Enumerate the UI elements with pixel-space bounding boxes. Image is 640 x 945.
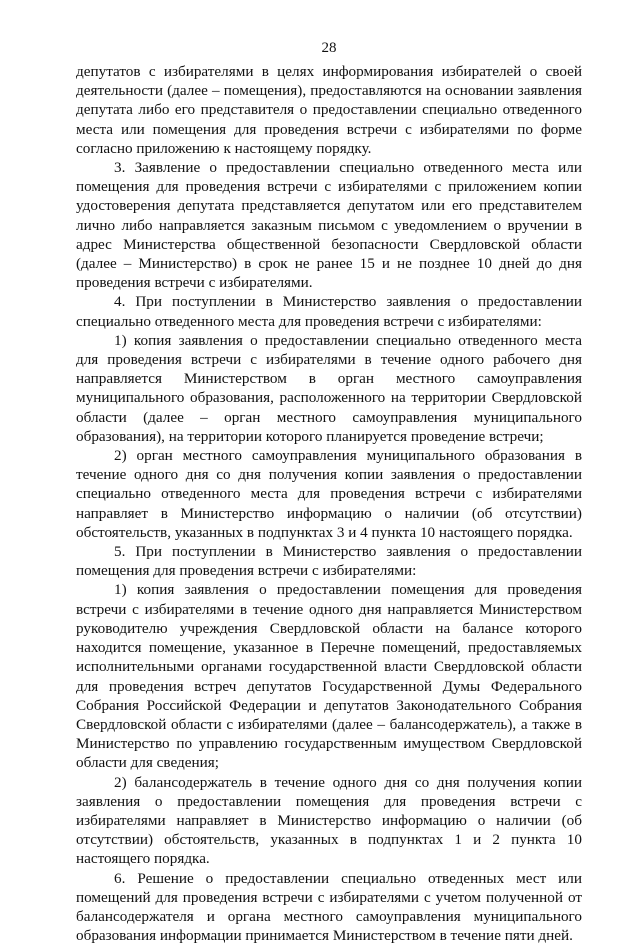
paragraph-item-5-1: 1) копия заявления о предоставлении помещения для проведения встречи с избирателями в течение одного дня направляется Министерством руководителю учреждения Свердловской области на балансе которого находится помещение, указанное в Перечне помещений, предоставляемых исполнительными органами государственной власти Свердловской области для проведения встреч депутатов Государственной Думы Федерального Собрания Российской Федерации и депутатов Законодательного Собрания Свердловской области с избирателями (далее – балансодержатель), а также в Министерство по управлению государственным имуществом Свердловской области для сведения; [76, 581, 582, 772]
paragraph-item-6: 6. Решение о предоставлении специально отведенных мест или помещений для проведения встречи с избирателями с учетом полученной от балансодержателя и органа местного самоуправления муниципального образования информации принимается Министерством в течение пяти дней. [76, 869, 582, 945]
document-body [76, 62, 582, 945]
page-number: 28 [321, 40, 337, 56]
paragraph-item-3: 3. Заявление о предоставлении специально отведенного места или помещения для проведения встречи с избирателями с приложением копии удостоверения депутата представляется депутатом или его представителем лично либо направляется заказным письмом с уведомлением о вручении в адрес Министерства общественной безопасности Свердловской области (далее – Министерство) в срок не ранее 15 и не позднее 10 дней до дня проведения встречи с избирателями. [76, 159, 582, 292]
paragraph-item-4-1: 1) копия заявления о предоставлении специально отведенного места для проведения встречи с избирателями в течение одного рабочего дня направляется Министерством в орган местного самоуправления муниципального образования, расположенного на территории Свердловской области (далее – орган местного самоуправления муниципального образования), на территории которого планируется проведение встречи; [76, 331, 582, 445]
paragraph-item-5: 5. При поступлении в Министерство заявления о предоставлении помещения для проведения встречи с избирателями: [76, 543, 582, 580]
paragraph-item-4: 4. При поступлении в Министерство заявления о предоставлении специально отведенного места для проведения встречи с избирателями: [76, 293, 582, 330]
paragraph-item-4-2: 2) орган местного самоуправления муниципального образования в течение одного дня со дня получения копии заявления о предоставлении специально отведенного места для проведения встречи с избирателями направляет в Министерство информацию о наличии (об отсутствии) обстоятельств, указанных в подпунктах 3 и 4 пункта 10 настоящего порядка. [76, 447, 582, 541]
paragraph-item-5-2: 2) балансодержатель в течение одного дня со дня получения копии заявления о предоставлении помещения для проведения встречи с избирателями направляет в Министерство информацию о наличии (об отсутствии) обстоятельств, указанных в подпунктах 1 и 2 пункта 10 настоящего порядка. [76, 773, 582, 868]
paragraph-continuation: депутатов с избирателями в целях информирования избирателей о своей деятельности (далее – помещения), предоставляются на основании заявления депутата либо его представителя о предоставлении специально отведенного места или помещения для проведения встречи с избирателями по форме согласно приложению к настоящему порядку. [76, 63, 582, 157]
